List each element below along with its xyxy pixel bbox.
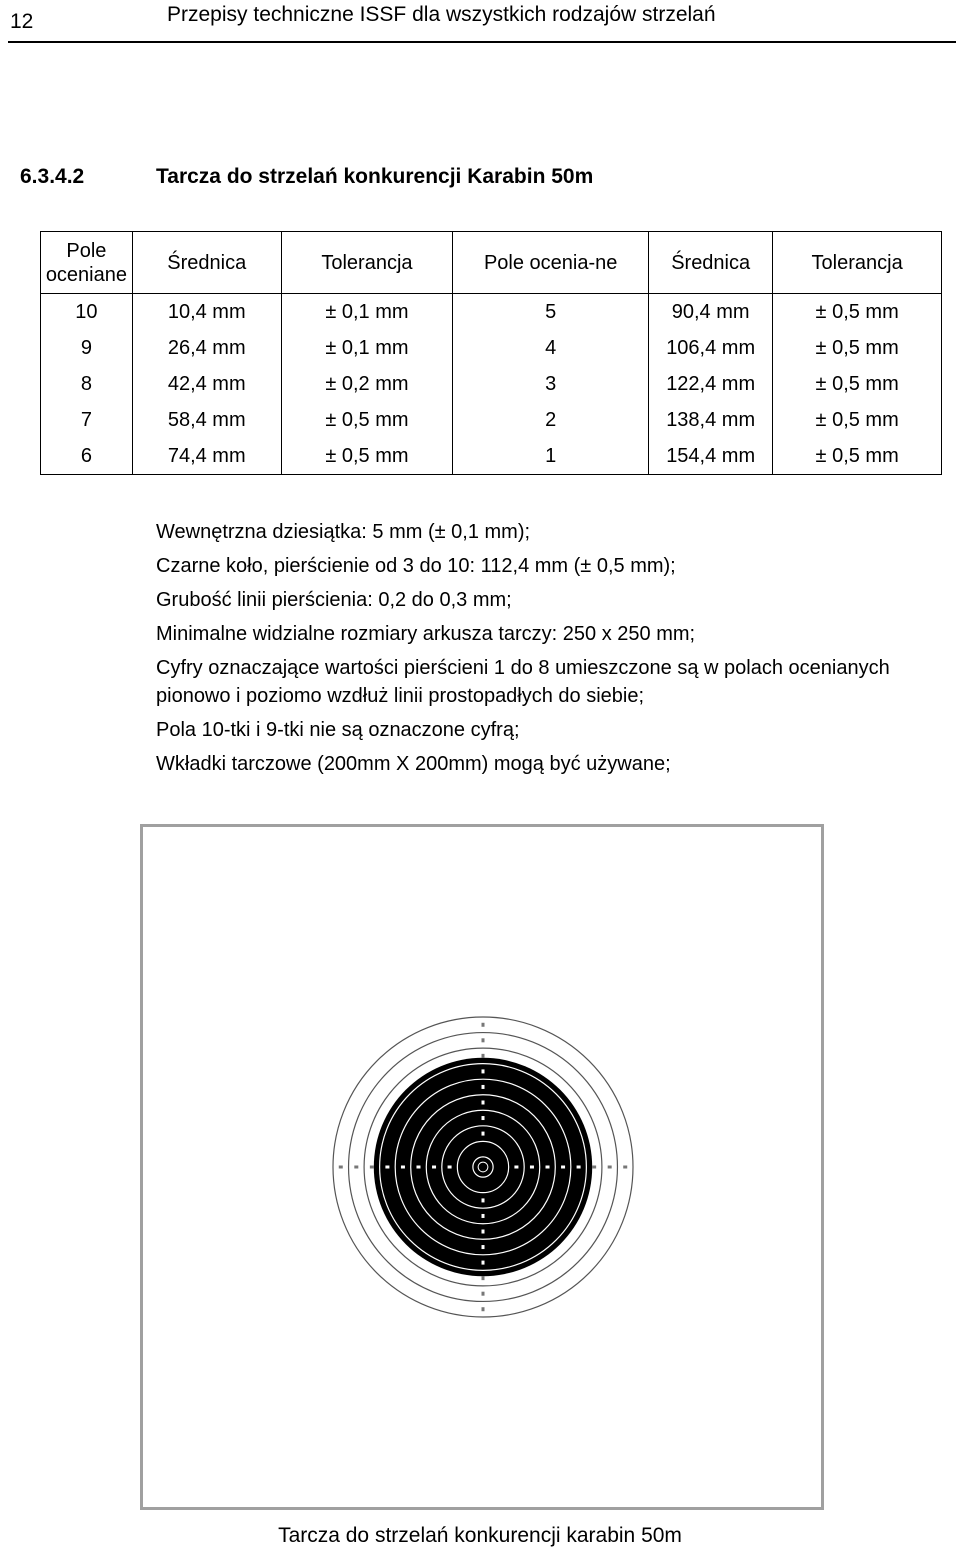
table-cell: 90,4 mm [649,294,773,331]
table-cell: ± 0,5 mm [773,402,942,438]
note-black-circle: Czarne koło, pierścienie od 3 do 10: 112,4 mm (± 0,5 mm); [156,555,676,577]
ring-number-mark [339,1166,343,1169]
table-cell: 74,4 mm [132,438,281,475]
table-cell: 42,4 mm [132,366,281,402]
table-cell: ± 0,5 mm [773,294,942,331]
black-aiming-area [374,1058,592,1276]
table-row [41,294,942,331]
specification-notes [156,518,946,784]
ring-number-mark [482,1054,485,1058]
table-row [41,402,942,438]
header-srednica-2: Średnica [649,232,773,294]
header-tolerancja-2: Tolerancja [773,232,942,294]
note-ring-line-thickness: Grubość linii pierścienia: 0,2 do 0,3 mm; [156,589,512,611]
ring-number-mark [482,1100,485,1104]
ring-number-mark [608,1166,612,1169]
ring-number-mark [546,1166,550,1169]
ring-number-mark [561,1166,565,1169]
ring-number-mark [385,1166,389,1169]
ring-number-mark [482,1230,485,1234]
ring-number-mark [482,1069,485,1073]
table-cell: ± 0,2 mm [281,366,453,402]
table-cell: 7 [41,402,133,438]
section-number: 6.3.4.2 [20,165,85,188]
ring-number-mark [416,1166,420,1169]
ring-number-mark [482,1038,485,1042]
note-inner-ten: Wewnętrzna dziesiątka: 5 mm (± 0,1 mm); [156,521,531,543]
section-title: Tarcza do strzelań konkurencji Karabin 50m [156,165,594,188]
table-row [41,438,942,475]
ring-number-mark [482,1276,485,1280]
ring-number-mark [482,1307,485,1311]
header-rule [8,41,956,43]
ring-number-mark [482,1292,485,1296]
ring-number-mark [354,1166,358,1169]
ring-number-mark [482,1116,485,1120]
table-cell: ± 0,5 mm [773,438,942,475]
table-cell: ± 0,5 mm [281,438,453,475]
table-cell: 4 [453,330,649,366]
target-spec-table [40,231,942,475]
table-cell: 122,4 mm [649,366,773,402]
ring-number-mark [530,1166,534,1169]
ring-number-mark [577,1166,581,1169]
header-pole-oceniane-2: Pole ocenia-ne [453,232,649,294]
table-cell: 8 [41,366,133,402]
table-header-row [41,232,942,294]
table-cell: 10,4 mm [132,294,281,331]
header-tolerancja-1: Tolerancja [281,232,453,294]
table-cell: 10 [41,294,133,331]
note-minimum-sheet-size: Minimalne widzialne rozmiary arkusza tarczy: 250 x 250 mm; [156,623,696,645]
table-cell: 1 [453,438,649,475]
table-cell: 58,4 mm [132,402,281,438]
table-cell: 154,4 mm [649,438,773,475]
note-ring-numbers: Cyfry oznaczające wartości pierścieni 1 do 8 umieszczone są w polach ocenianych pionowo i poziomo wzdłuż linii prostopadłych do siebie; [156,657,890,707]
table-cell: 138,4 mm [649,402,773,438]
ring-number-mark [514,1166,518,1169]
table-cell: ± 0,5 mm [281,402,453,438]
header-srednica-1: Średnica [132,232,281,294]
table-cell: 9 [41,330,133,366]
ring-number-mark [482,1261,485,1265]
table-cell: 106,4 mm [649,330,773,366]
ring-number-mark [370,1166,374,1169]
ring-number-mark [482,1085,485,1089]
ring-number-mark [482,1023,485,1027]
ring-number-mark [482,1198,485,1202]
table-row [41,330,942,366]
ring-number-mark [592,1166,596,1169]
header-pole-oceniane-1: Pole oceniane [41,232,133,294]
table-cell: ± 0,1 mm [281,330,453,366]
table-cell: ± 0,1 mm [281,294,453,331]
page-number: 12 [10,10,34,33]
table-cell: 3 [453,366,649,402]
note-target-inserts: Wkładki tarczowe (200mm X 200mm) mogą być używane; [156,753,671,775]
ring-number-mark [401,1166,405,1169]
ring-number-mark [482,1245,485,1249]
table-cell: 6 [41,438,133,475]
table-row [41,366,942,402]
ring-number-mark [482,1132,485,1136]
table-cell: 2 [453,402,649,438]
ring-number-mark [432,1166,436,1169]
table-cell: ± 0,5 mm [773,366,942,402]
page-header [0,0,960,44]
table-cell: 26,4 mm [132,330,281,366]
table-cell: ± 0,5 mm [773,330,942,366]
ring-number-mark [448,1166,452,1169]
table-cell: 5 [453,294,649,331]
running-title: Przepisy techniczne ISSF dla wszystkich rodzajów strzelań [167,3,716,26]
ring-number-mark [482,1214,485,1218]
figure-caption: Tarcza do strzelań konkurencji karabin 50m [278,1524,682,1547]
target-sheet [140,824,824,1510]
note-ten-nine-unmarked: Pola 10-tki i 9-tki nie są oznaczone cyfrą; [156,719,520,741]
rifle-50m-target [143,827,821,1507]
ring-number-mark [623,1166,627,1169]
